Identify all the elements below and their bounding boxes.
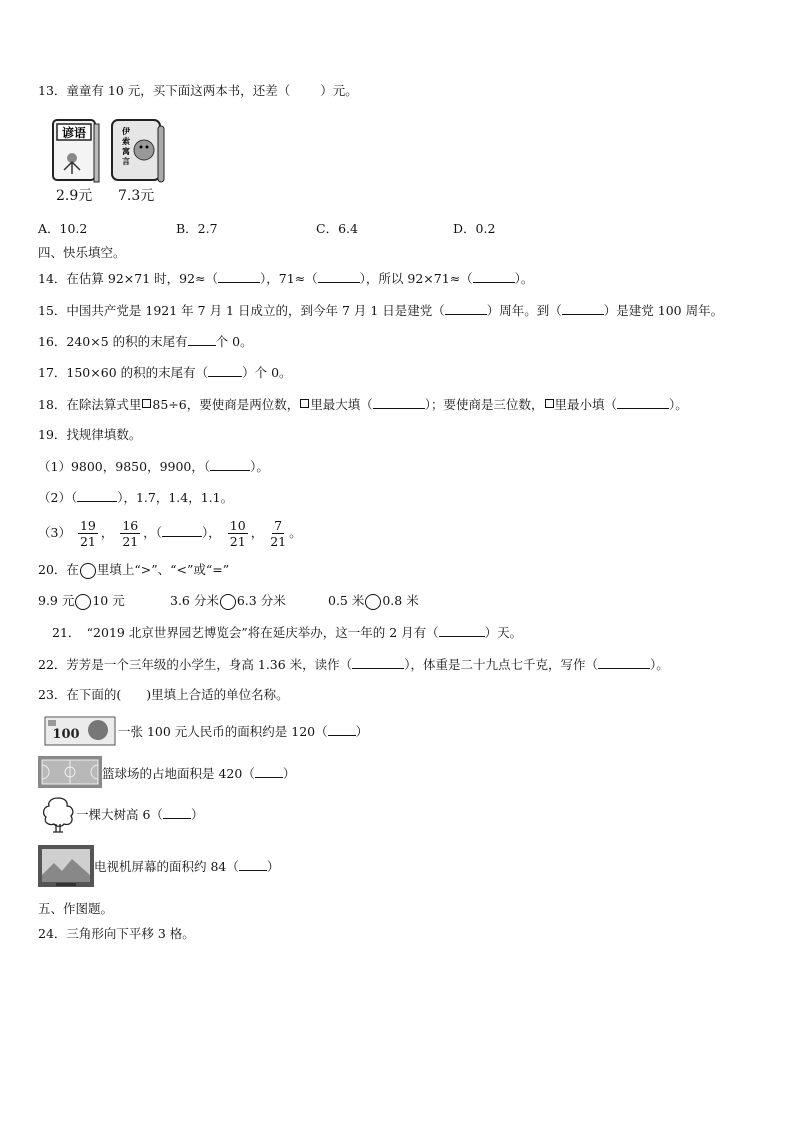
- q18-blank-2[interactable]: [617, 396, 669, 409]
- fraction: $\frac{10}{21}$: [229, 518, 246, 549]
- fraction: $\frac{19}{21}$: [79, 518, 96, 549]
- compare-circle-3[interactable]: [365, 594, 381, 610]
- q14-blank-1[interactable]: [218, 270, 260, 283]
- square-box-icon: [142, 399, 151, 408]
- section-5-heading: 五、作图题。: [38, 901, 114, 916]
- q24: 24．三角形向下平移 3 格。: [38, 926, 195, 941]
- compare-circle-2[interactable]: [220, 594, 236, 610]
- q23-blank-1[interactable]: [328, 723, 356, 736]
- q17: 17．150×60 的积的末尾有（ ）个 0。: [38, 365, 292, 380]
- q15-blank-1[interactable]: [445, 302, 487, 315]
- q19-title: 19．找规律填数。: [38, 427, 142, 442]
- q23-item-2: 篮球场的占地面积是 420（ ）: [102, 766, 296, 781]
- q20-item-3: 0.5 米 0.8 米: [328, 593, 419, 608]
- svg-text:索: 索: [122, 137, 130, 146]
- svg-text:寓: 寓: [122, 147, 130, 156]
- q18: 18．在除法算式里 85÷6，要使商是两位数， 里最大填（ ）；要使商是三位数， 里最小填（ ）。: [38, 397, 688, 412]
- q14-blank-2[interactable]: [318, 270, 360, 283]
- q17-blank[interactable]: [208, 364, 242, 377]
- q15: 15．中国共产党是 1921 年 7 月 1 日成立的，到今年 7 月 1 日是建党（ ）周年。到（ ）是建党 100 周年。: [38, 303, 724, 318]
- q23-blank-3[interactable]: [163, 806, 191, 819]
- section-4-heading: 四、快乐填空。: [38, 245, 126, 260]
- q21: 21． “2019 北京世界园艺博览会”将在延庆举办，这一年的 2 月有（ ）天。: [52, 625, 523, 640]
- q19-1-blank[interactable]: [210, 458, 250, 471]
- square-box-icon: [545, 399, 554, 408]
- q19-part1: （1）9800，9850，9900，（ ）。: [38, 459, 269, 474]
- q19-3-blank[interactable]: [162, 524, 202, 537]
- q13-option-c[interactable]: C．6.4: [316, 221, 358, 236]
- q20-item-1: 9.9 元 10 元: [38, 593, 125, 608]
- q22-blank-2[interactable]: [598, 656, 650, 669]
- q23-blank-2[interactable]: [255, 765, 283, 778]
- q13-text: 13．童童有 10 元，买下面这两本书，还差（ ）元。: [38, 83, 358, 98]
- q22: 22．芳芳是一个三年级的小学生，身高 1.36 米，读作（ ），体重是二十九点七千克，写作（ ）。: [38, 657, 669, 672]
- book-proverbs-image: [50, 116, 102, 188]
- q22-blank-1[interactable]: [352, 656, 404, 669]
- svg-text:100: 100: [52, 727, 80, 742]
- q18-blank-1[interactable]: [373, 396, 425, 409]
- basketball-court-icon: [38, 756, 102, 788]
- svg-text:言: 言: [122, 157, 130, 166]
- q13-option-b[interactable]: B．2.7: [176, 221, 218, 236]
- compare-circle-1[interactable]: [75, 594, 91, 610]
- q21-blank[interactable]: [439, 624, 485, 637]
- q23-item-4: 电视机屏幕的面积约 84（ ）: [94, 859, 280, 874]
- banknote-icon: [44, 716, 116, 746]
- q20-item-2: 3.6 分米 6.3 分米: [170, 593, 286, 608]
- q19-part3: （3） $\frac{19}{21}$ ， $\frac{16}{21}$ ，（ ）， $\frac{10}{21}$ ， $\frac{7}{21}$ 。: [38, 518, 302, 549]
- q13-option-d[interactable]: D．0.2: [453, 221, 496, 236]
- q19-2-blank[interactable]: [77, 489, 117, 502]
- q20-title: 20．在 里填上“>”、“<”或“=”: [38, 562, 230, 577]
- q23-item-1: 一张 100 元人民币的面积约是 120（ ）: [118, 724, 369, 739]
- q13-option-a[interactable]: A．10.2: [38, 221, 88, 236]
- q14-blank-3[interactable]: [473, 270, 515, 283]
- fraction: $\frac{16}{21}$: [122, 518, 139, 549]
- book2-price: 7.3元: [118, 188, 155, 204]
- circle-icon: [80, 563, 96, 579]
- q19-part2: （2）（ ），1.7，1.4，1.1。: [38, 490, 234, 505]
- book1-price: 2.9元: [56, 188, 93, 204]
- tv-icon: [38, 845, 94, 887]
- q15-blank-2[interactable]: [562, 302, 604, 315]
- q23-item-3: 一棵大树高 6（ ）: [76, 807, 204, 822]
- q13-blank[interactable]: [290, 83, 320, 95]
- q16-blank[interactable]: [188, 333, 216, 346]
- q14: 14．在估算 92×71 时，92≈（ ），71≈（ ），所以 92×71≈（ ）。: [38, 271, 534, 286]
- q23-title: 23．在下面的( )里填上合适的单位名称。: [38, 687, 289, 702]
- svg-text:伊: 伊: [122, 127, 130, 136]
- square-box-icon: [300, 399, 309, 408]
- fraction: $\frac{7}{21}$: [270, 518, 287, 549]
- q16: 16．240×5 的积的末尾有 个 0。: [38, 334, 253, 349]
- book1-title: 谚语: [61, 126, 87, 140]
- tree-icon: [40, 795, 76, 833]
- book-aesop-image: [108, 116, 168, 188]
- q23-blank-4[interactable]: [239, 858, 267, 871]
